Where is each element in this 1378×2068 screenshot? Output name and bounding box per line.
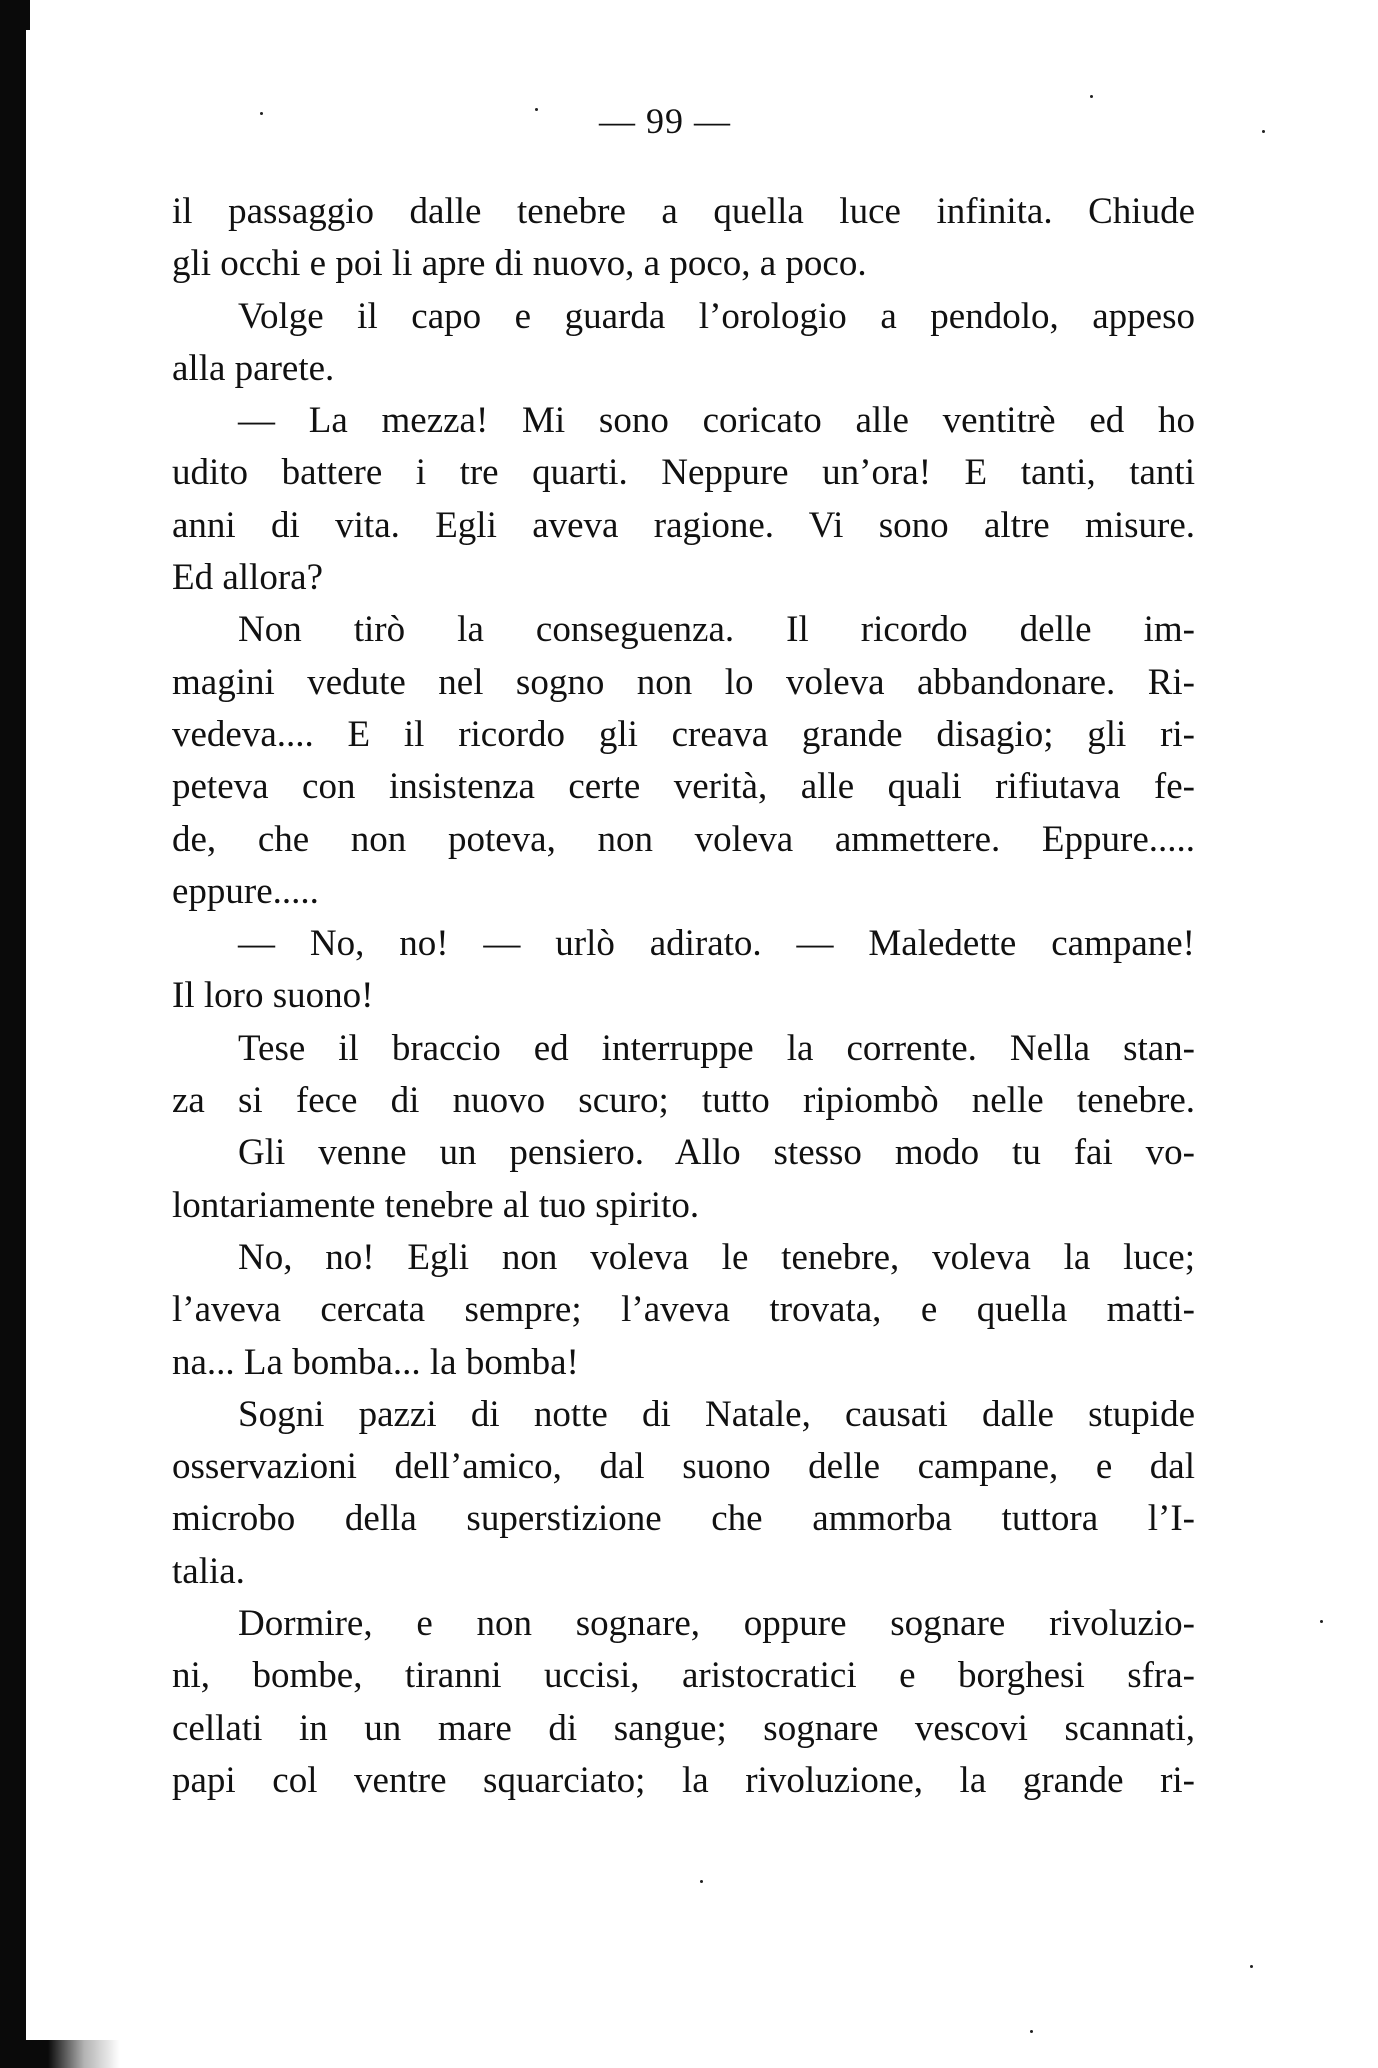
text-line: — No, no! — urlò adirato. — Maledette campane! [238, 923, 1195, 965]
scan-speck [1030, 2030, 1033, 2033]
text-line: udito battere i tre quarti. Neppure un’ora! E tanti, tanti [172, 452, 1195, 494]
text-line: cellati in un mare di sangue; sognare vescovi scannati, [172, 1707, 1195, 1749]
text-line: peteva con insistenza certe verità, alle quali rifiutava fe- [172, 766, 1195, 808]
page-number: — 99 — [599, 101, 731, 141]
text-line: lontariamente tenebre al tuo spirito. [172, 1184, 700, 1226]
text-line: alla parete. [172, 347, 335, 389]
text-line: Non tirò la conseguenza. Il ricordo delle im- [238, 609, 1195, 651]
text-line: Sogni pazzi di notte di Natale, causati dalle stupide [238, 1393, 1195, 1435]
text-line: — La mezza! Mi sono coricato alle ventitrè ed ho [238, 400, 1195, 442]
book-spine-shadow-foot [0, 2040, 120, 2068]
scan-speck [700, 1880, 703, 1883]
text-line: na... La bomba... la bomba! [172, 1341, 579, 1383]
book-spine-shadow-top [22, 0, 30, 30]
text-line: Dormire, e non sognare, oppure sognare rivoluzio- [238, 1603, 1195, 1645]
book-spine-shadow [0, 0, 26, 2068]
text-line: Gli venne un pensiero. Allo stesso modo tu fai vo- [238, 1132, 1195, 1174]
text-line: Ed allora? [172, 557, 323, 599]
text-line: Tese il braccio ed interruppe la corrente. Nella stan- [238, 1027, 1195, 1069]
text-line: l’aveva cercata sempre; l’aveva trovata, e quella matti- [172, 1289, 1195, 1331]
body-text [172, 186, 1195, 1807]
text-line: papi col ventre squarciato; la rivoluzione, la grande ri- [172, 1759, 1195, 1801]
text-line: eppure..... [172, 870, 319, 912]
text-line: ni, bombe, tiranni uccisi, aristocratici e borghesi sfra- [172, 1655, 1195, 1697]
scan-speck [1320, 1620, 1323, 1623]
scan-speck [1250, 1965, 1253, 1968]
text-line: za si fece di nuovo scuro; tutto ripiombò nelle tenebre. [172, 1080, 1195, 1122]
text-line: vedeva.... E il ricordo gli creava grande disagio; gli ri- [172, 713, 1195, 755]
text-line: gli occhi e poi li apre di nuovo, a poco, a poco. [172, 243, 867, 285]
text-line: Il loro suono! [172, 975, 374, 1017]
text-line: microbo della superstizione che ammorba tuttora l’I- [172, 1498, 1195, 1540]
text-line: il passaggio dalle tenebre a quella luce infinita. Chiude [172, 191, 1195, 232]
text-line: No, no! Egli non voleva le tenebre, voleva la luce; [238, 1236, 1195, 1278]
text-line: osservazioni dell’amico, dal suono delle campane, e dal [172, 1446, 1195, 1488]
text-line: Volge il capo e guarda l’orologio a pendolo, appeso [238, 295, 1195, 337]
scan-speck [1090, 95, 1093, 98]
text-line: anni di vita. Egli aveva ragione. Vi sono altre misure. [172, 504, 1195, 546]
text-line: de, che non poteva, non voleva ammettere. Eppure..... [172, 818, 1195, 860]
text-line: talia. [172, 1550, 245, 1592]
text-line: magini vedute nel sogno non lo voleva abbandonare. Ri- [172, 661, 1195, 703]
